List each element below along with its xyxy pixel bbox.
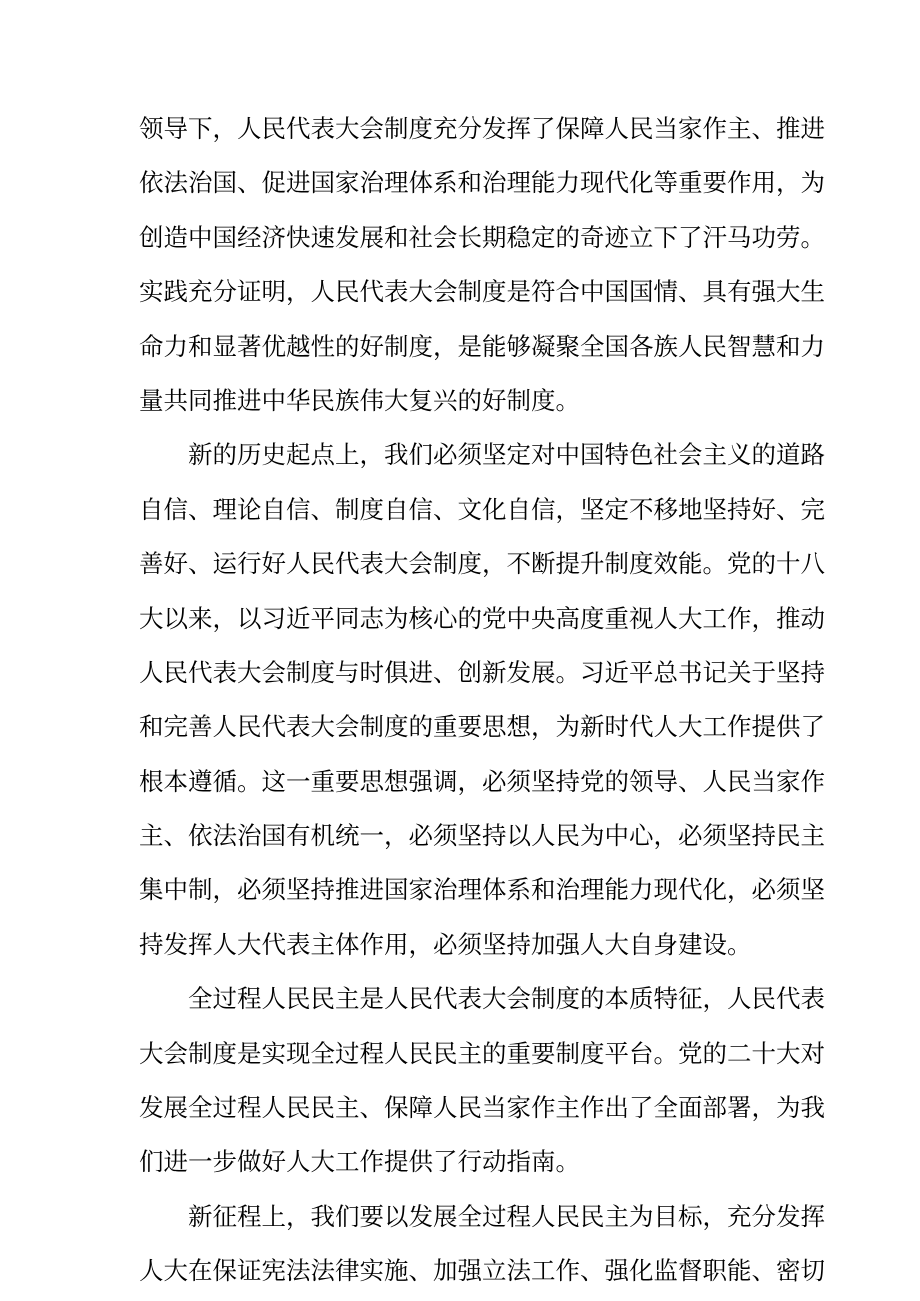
text-line: 们进一步做好人大工作提供了行动指南。 [139,1147,580,1177]
text-line: 命力和显著优越性的好制度，是能够凝聚全国各族人民智慧和力 [139,331,825,361]
text-line: 大以来，以习近平同志为核心的党中央高度重视人大工作，推动 [139,603,825,633]
text-line: 创造中国经济快速发展和社会长期稳定的奇迹立下了汗马功劳。 [139,222,825,252]
text-line: 新征程上，我们要以发展全过程人民民主为目标，充分发挥 [188,1201,825,1231]
text-line: 人大在保证宪法法律实施、加强立法工作、强化监督职能、密切 [139,1256,825,1286]
text-line: 持发挥人大代表主体作用，必须坚持加强人大自身建设。 [139,929,752,959]
text-line: 发展全过程人民民主、保障人民当家作主作出了全面部署，为我 [139,1093,825,1123]
text-line: 量共同推进中华民族伟大复兴的好制度。 [139,385,580,415]
text-line: 和完善人民代表大会制度的重要思想，为新时代人大工作提供了 [139,712,825,742]
text-line: 主、依法治国有机统一，必须坚持以人民为中心，必须坚持民主 [139,821,825,851]
text-line: 人民代表大会制度与时俱进、创新发展。习近平总书记关于坚持 [139,657,825,687]
text-line: 实践充分证明，人民代表大会制度是符合中国国情、具有强大生 [139,277,825,307]
text-line: 领导下，人民代表大会制度充分发挥了保障人民当家作主、推进 [139,114,825,143]
text-line: 全过程人民民主是人民代表大会制度的本质特征，人民代表 [188,984,825,1014]
text-line: 自信、理论自信、制度自信、文化自信，坚定不移地坚持好、完 [139,494,825,524]
text-line: 大会制度是实现全过程人民民主的重要制度平台。党的二十大对 [139,1038,825,1068]
paragraph [139,1190,825,1299]
document-body [139,102,825,1299]
text-line: 依法治国、促进国家治理体系和治理能力现代化等重要作用，为 [139,168,825,198]
text-line: 新的历史起点上，我们必须坚定对中国特色社会主义的道路 [188,440,825,470]
text-line: 根本遵循。这一重要思想强调，必须坚持党的领导、人民当家作 [139,766,825,796]
text-line: 善好、运行好人民代表大会制度，不断提升制度效能。党的十八 [139,549,825,579]
paragraph [139,428,825,972]
text-line: 集中制，必须坚持推进国家治理体系和治理能力现代化，必须坚 [139,875,825,905]
paragraph [139,102,825,428]
paragraph [139,972,825,1190]
